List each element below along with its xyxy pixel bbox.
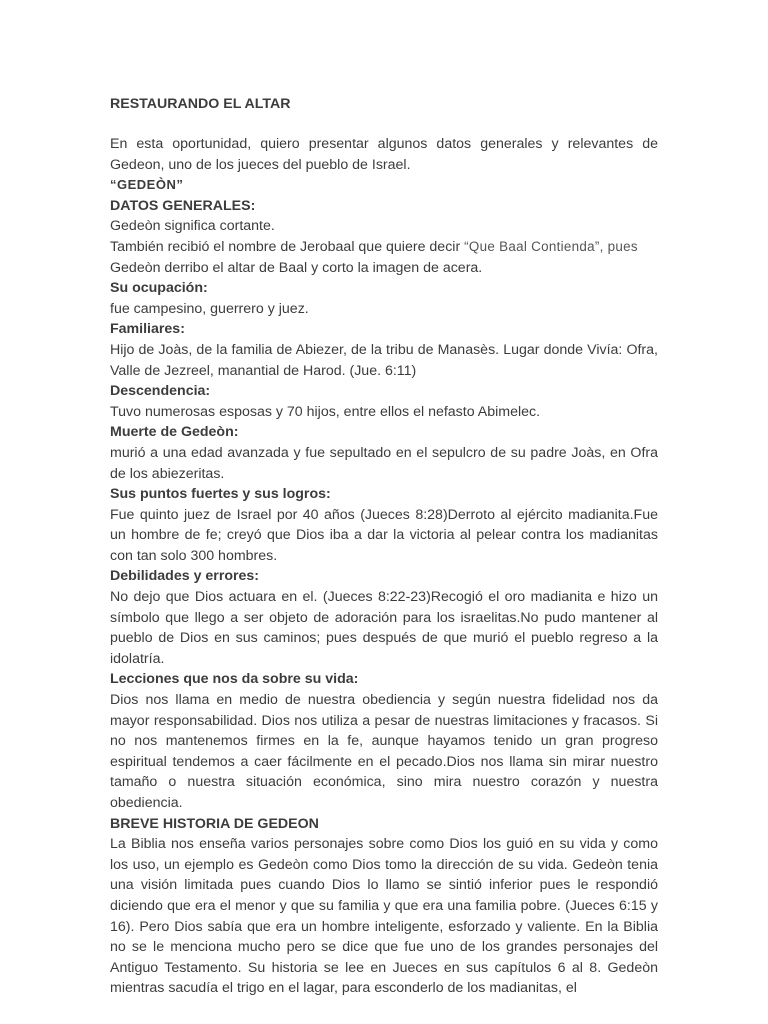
document-title: RESTAURANDO EL ALTAR xyxy=(110,96,291,112)
ocupacion-text: fue campesino, guerrero y juez. xyxy=(110,300,309,317)
historia-heading: BREVE HISTORIA DE GEDEON xyxy=(110,815,319,832)
puntos-heading: Sus puntos fuertes y sus logros: xyxy=(110,486,331,503)
debilidades-text: No dejo que Dios actuara en el. (Jueces 8:22-23)Recogió el oro madianita e hizo un símbolo que llego a ser objeto de adoración para los israelitas.No pudo mantener al pueblo de Dios en sus caminos; pues después de que murió el pueblo regreso a la idolatría. xyxy=(110,589,658,667)
lecciones-heading: Lecciones que nos da sobre su vida: xyxy=(110,671,359,688)
datos-line-2-start: También recibió el nombre de Jerobaal que quiere decir xyxy=(110,238,465,255)
familiares-heading: Familiares: xyxy=(110,321,185,338)
descendencia-text: Tuvo numerosas esposas y 70 hijos, entre ellos el nefasto Abimelec. xyxy=(110,403,541,420)
muerte-heading: Muerte de Gedeòn: xyxy=(110,424,239,441)
datos-line-1: Gedeòn significa cortante. xyxy=(110,218,275,235)
datos-line-2 xyxy=(110,237,658,278)
familiares-text: Hijo de Joàs, de la familia de Abiezer, de la tribu de Manasès. Lugar donde Vivía: Ofra, Valle de Jezreel, manantial de Harod. (Jue. 6:11) xyxy=(110,341,658,379)
descendencia-heading: Descendencia: xyxy=(110,383,211,400)
name-heading: “GEDEÒN” xyxy=(110,177,184,193)
historia-text: La Biblia nos enseña varios personajes sobre como Dios los guió en su vida y como los uso, un ejemplo es Gedeòn como Dios tomo la dirección de su vida. Gedeòn tenia una visión limitada pues cuando Dios lo llamo se sintió inferior pues le respondió diciendo que era el menor y que su familia y que era una familia pobre. (Jueces 6:15 y 16). Pero Dios sabía que era un hombre inteligente, esforzado y valiente. En la Biblia no se le menciona mucho pero se dice que fue uno de los grandes personajes del Antiguo Testamento. Su historia se lee en Jueces en sus capítulos 6 al 8. Gedeòn mientras sacudía el trigo en el lagar, para esconderlo de los madianitas, el xyxy=(110,836,658,997)
ocupacion-heading: Su ocupación: xyxy=(110,280,208,297)
document-page xyxy=(110,94,658,999)
intro-paragraph: En esta oportunidad, quiero presentar algunos datos generales y relevantes de Gedeon, uno de los jueces del pueblo de Israel. xyxy=(110,136,658,173)
datos-heading: DATOS GENERALES: xyxy=(110,197,256,214)
muerte-text: murió a una edad avanzada y fue sepultado en el sepulcro de su padre Joàs, en Ofra de los abiezeritas. xyxy=(110,444,658,482)
datos-line-2-quote: “Que Baal Contienda”, pues xyxy=(464,238,638,254)
puntos-text: Fue quinto juez de Israel por 40 años (Jueces 8:28)Derroto al ejército madianita.Fue un hombre de fe; creyó que Dios iba a dar la victoria al pelear contra los madianitas con tan solo 300 hombres. xyxy=(110,506,658,564)
datos-line-2-end: Gedeòn derribo el altar de Baal y corto la imagen de acera. xyxy=(110,259,483,276)
debilidades-heading: Debilidades y errores: xyxy=(110,568,260,585)
lecciones-text: Dios nos llama en medio de nuestra obediencia y según nuestra fidelidad nos da mayor responsabilidad. Dios nos utiliza a pesar de nuestras limitaciones y fracasos. Si no nos mantenemos firmes en la fe, aunque hayamos tenido un gran progreso espiritual tendemos a caer fácilmente en el pecado.Dios nos llama sin mirar nuestro tamaño o nuestra situación económica, sino mira nuestro corazón y nuestra obediencia. xyxy=(110,692,658,811)
